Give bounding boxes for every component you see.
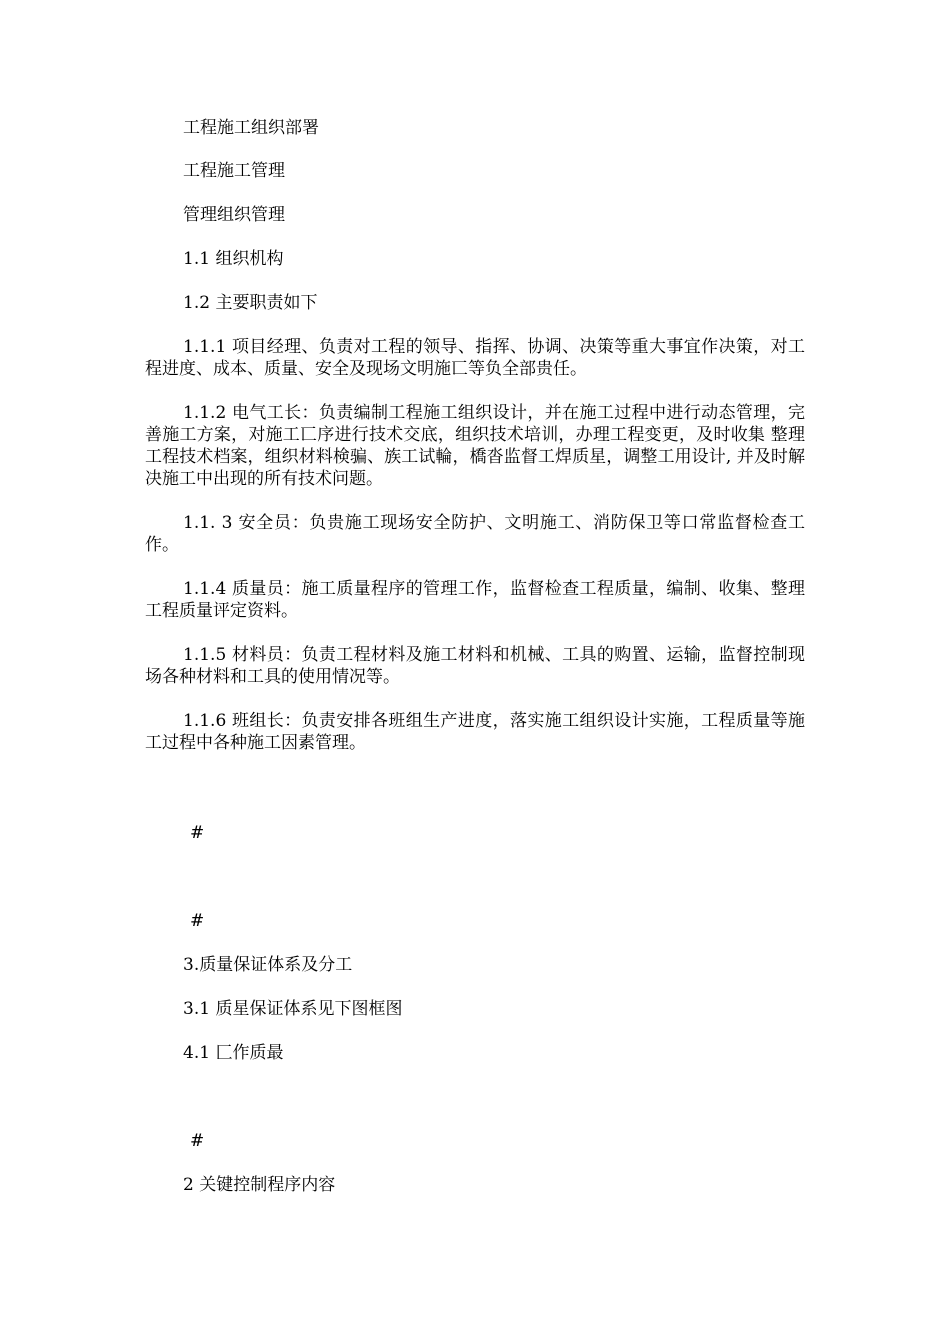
item-work-quality: 4.1 匚作质最 [183, 1043, 284, 1063]
paragraph-electrical-foreman: 1.1.2 电气工长：负责编制工程施工组织设计，并在施工过程中进行动态管理，完 善施工方案，对施工匸序进行技术交底，组织技术培训，办理工程变更，及时收集 整理工程技术档案，组织材料検骗、族工试輪，橋沓监督工焊质星，调整工用设计, 并及时解决施工中出现的所有技术问题。 [145, 403, 805, 489]
paragraph-team-leader: 1.1.6 班组长：负责安排各班组生产进度，落实施工组织设计实施，工程质量等施 工过程中各种施工因素管理。 [145, 711, 805, 753]
paragraph-project-manager: 1.1.1 项目经理、负责对工程的领导、指挥、协调、决策等重大事宜作决策，对工 程进度、成本、质量、安全及现场文明施匸等负全部贵任。 [145, 337, 805, 379]
heading-construction-organization: 工程施工组织部署 [183, 118, 319, 138]
placeholder-hash-2: # [190, 911, 205, 931]
paragraph-quality-officer: 1.1.4 质量员：施工质量程序的管理工作，监督检查工程质量，编制、收集、整理 工程质量评定资料。 [145, 579, 805, 621]
paragraph-materials-officer: 1.1.5 材料员：负责工程材料及施工材料和机械、工具的购置、运输，监督控制现 场各种材料和工具的使用情况等。 [145, 645, 805, 687]
item-key-control-procedures: 2 关键控制程序内容 [183, 1175, 336, 1195]
item-quality-assurance-system: 3.质量保证体系及分工 [183, 955, 353, 975]
heading-construction-management: 工程施工管理 [183, 161, 285, 181]
paragraph-safety-officer: 1.1. 3 安全员：负贵施工现场安全防护、文明施工、消防保卫等口常监督检查工作。 [145, 513, 805, 555]
heading-management-organization: 管理组织管理 [183, 205, 285, 225]
item-quality-system-diagram: 3.1 质星保证体系见下图框图 [183, 999, 403, 1019]
placeholder-hash-1: # [190, 823, 205, 843]
placeholder-hash-3: # [190, 1131, 205, 1151]
item-main-duties: 1.2 主要职责如下 [183, 293, 318, 313]
item-organization-structure: 1.1 组织机构 [183, 249, 284, 269]
